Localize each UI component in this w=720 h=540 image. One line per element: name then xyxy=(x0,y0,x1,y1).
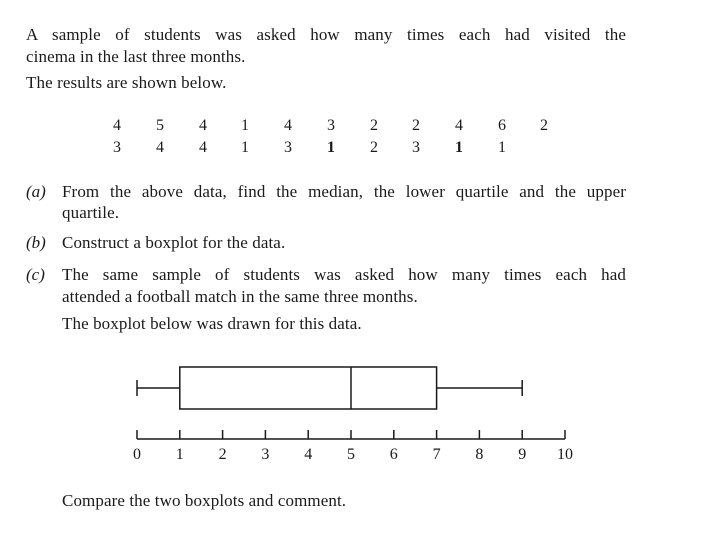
part-c-line-1: The same sample of students was asked how many times each had xyxy=(62,265,626,284)
data-value: 4 xyxy=(455,117,463,134)
interquartile-box xyxy=(180,367,437,409)
data-value: 3 xyxy=(284,139,292,156)
part-a-line-1: From the above data, find the median, the lower quartile and the upper xyxy=(62,182,626,201)
data-value: 6 xyxy=(498,117,506,134)
data-value: 2 xyxy=(540,117,548,134)
part-b-line-1: Construct a boxplot for the data. xyxy=(62,233,286,252)
tick-label: 3 xyxy=(261,446,270,463)
data-value: 3 xyxy=(327,117,335,134)
data-value: 1 xyxy=(455,139,463,156)
data-value: 2 xyxy=(370,117,378,134)
tick-label: 4 xyxy=(304,446,313,463)
tick-label: 9 xyxy=(518,446,527,463)
tick-label: 1 xyxy=(175,446,184,463)
data-value: 4 xyxy=(284,117,292,134)
part-c-line-2: attended a football match in the same three months. xyxy=(62,287,418,306)
tick-label: 0 xyxy=(133,446,141,463)
data-value: 5 xyxy=(156,117,164,134)
data-value: 3 xyxy=(113,139,121,156)
part-a-line-2: quartile. xyxy=(62,203,120,222)
data-value: 2 xyxy=(370,139,378,156)
tick-label: 6 xyxy=(389,446,398,463)
part-a-label: (a) xyxy=(26,182,46,201)
data-value: 4 xyxy=(199,139,207,156)
data-value: 4 xyxy=(156,139,164,156)
part-c-label: (c) xyxy=(26,265,45,284)
data-value: 3 xyxy=(412,139,420,156)
closing-line: Compare the two boxplots and comment. xyxy=(62,491,347,510)
tick-label: 10 xyxy=(557,446,573,463)
tick-label: 2 xyxy=(218,446,227,463)
intro-line-3: The results are shown below. xyxy=(26,73,227,92)
data-value: 1 xyxy=(498,139,506,156)
intro-line-2: cinema in the last three months. xyxy=(26,47,246,66)
part-b-label: (b) xyxy=(26,233,46,252)
data-value: 4 xyxy=(199,117,207,134)
part-c-line-3: The boxplot below was drawn for this data. xyxy=(62,314,362,333)
data-value: 1 xyxy=(241,139,249,156)
tick-label: 7 xyxy=(432,446,441,463)
intro-line-1: A sample of students was asked how many times each had visited the xyxy=(26,25,626,44)
tick-label: 8 xyxy=(475,446,484,463)
tick-label: 5 xyxy=(347,446,355,463)
data-value: 1 xyxy=(241,117,249,134)
data-value: 1 xyxy=(327,139,335,156)
data-value: 2 xyxy=(412,117,420,134)
data-value: 4 xyxy=(113,117,121,134)
